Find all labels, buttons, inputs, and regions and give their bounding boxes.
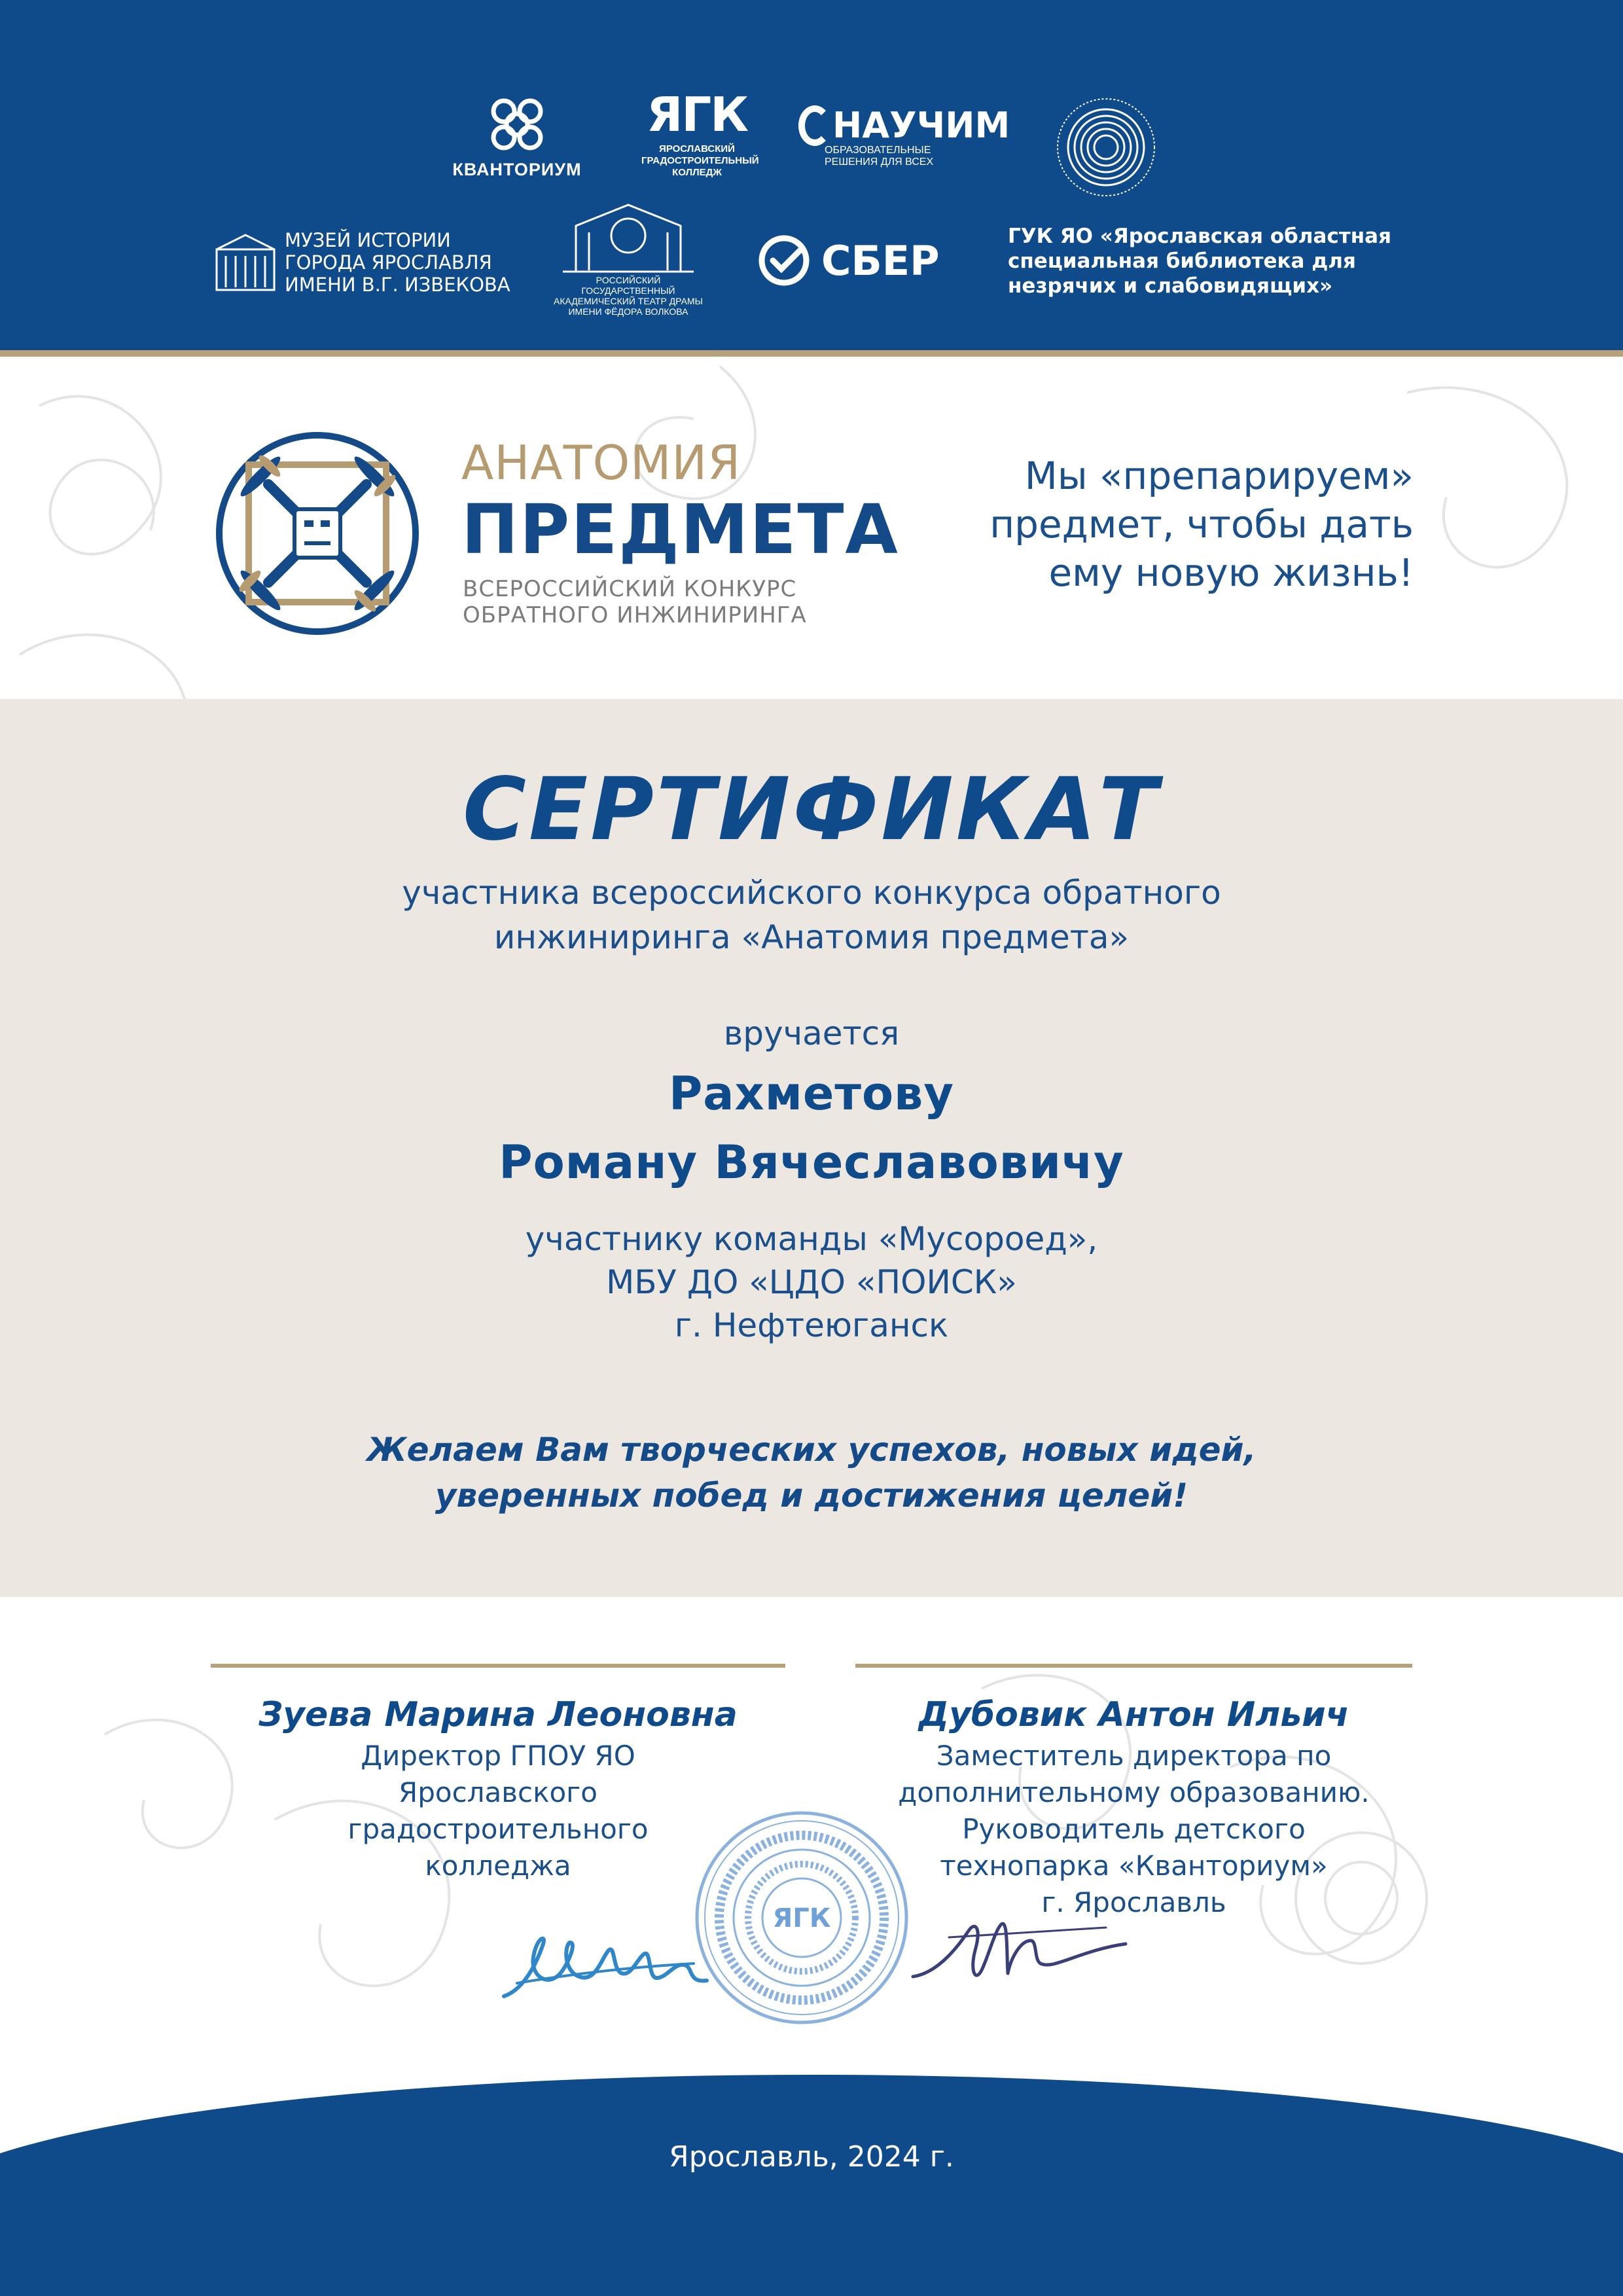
signer-right-position-line-3: Руководитель детского	[962, 1813, 1306, 1845]
signer-left-position-line-1: Директор ГПОУ ЯО	[361, 1740, 635, 1772]
signer-left-position-line-3: градостроительного	[348, 1813, 649, 1845]
contest-subtitle	[463, 576, 807, 628]
sber-wordmark: СБЕР	[821, 236, 940, 285]
ygk-caption: ЯРОСЛАВСКИЙ ГРАДОСТРОИТЕЛЬНЫЙ КОЛЛЕДЖ	[641, 143, 759, 178]
museum-line-3: ИМЕНИ В.Г. ИЗВЕКОВА	[285, 274, 510, 296]
signer-left-position-line-2: Ярославского	[399, 1776, 597, 1808]
museum-logo	[213, 229, 520, 296]
signature-right-scribble	[910, 1911, 1132, 2003]
signer-left-name: Зуева Марина Леоновна	[259, 1695, 738, 1734]
certificate-title: СЕРТИФИКАТ	[463, 759, 1160, 860]
theatre-building-icon	[550, 200, 707, 275]
ygk-mark: ЯГК	[646, 87, 748, 142]
contest-subtitle-line-2: ОБРАТНОГО ИНЖИНИРИНГА	[463, 602, 807, 628]
certificate-subtitle-line-1: участника всероссийского конкурса обратного	[402, 874, 1221, 912]
kvantorium-caption: КВАНТОРИУМ	[452, 160, 582, 179]
recipient-surname: Рахметову	[669, 1067, 954, 1121]
library-line-1: ГУК ЯО «Ярославская областная	[1008, 224, 1391, 248]
theatre-line-3: ИМЕНИ ФЁДОРА ВОЛКОВА	[568, 306, 688, 317]
signer-right-position-line-2: дополнительному образованию.	[898, 1776, 1370, 1808]
recipient-given-names: Роману Вячеславовичу	[499, 1136, 1124, 1189]
kvantorium-icon	[432, 92, 602, 157]
museum-building-icon	[213, 230, 278, 295]
signer-right-position	[855, 1738, 1412, 1921]
official-seal-stamp	[690, 1806, 913, 2029]
signer-right-position-line-4: технопарка «Кванториум»	[940, 1850, 1328, 1882]
seal-center-mark: ЯГК	[772, 1903, 831, 1933]
kvantorium-logo	[432, 92, 602, 180]
contest-title-line-2: ПРЕДМЕТА	[461, 490, 899, 569]
nauchim-caption: ОБРАЗОВАТЕЛЬНЫЕ РЕШЕНИЯ ДЛЯ ВСЕХ	[825, 145, 934, 168]
affiliation-line-2: МБУ ДО «ЦДО «ПОИСК»	[606, 1263, 1017, 1301]
museum-line-1: МУЗЕЙ ИСТОРИИ	[285, 229, 451, 251]
affiliation-line-1: участнику команды «Мусороед»,	[525, 1220, 1098, 1258]
library-logo	[1008, 224, 1427, 298]
sber-logo	[756, 232, 965, 289]
signer-left-position-line-4: колледжа	[425, 1850, 571, 1882]
footer-city-year: Ярославль, 2024 г.	[669, 2140, 954, 2174]
wishes-line-2: уверенных побед и достижения целей!	[435, 1477, 1188, 1515]
signer-right-position-line-1: Заместитель директора по	[936, 1740, 1332, 1772]
museum-line-2: ГОРОДА ЯРОСЛАВЛЯ	[285, 251, 492, 274]
signature-line-left	[211, 1664, 785, 1668]
contest-subtitle-line-1: ВСЕРОССИЙСКИЙ КОНКУРС	[463, 576, 797, 602]
theatre-logo	[550, 200, 707, 317]
slogan-line-3: ему новую жизнь!	[1048, 550, 1414, 595]
footer-band	[0, 2075, 1623, 2296]
nauchim-wordmark: НАУЧИМ	[832, 105, 1010, 146]
certificate-subtitle	[0, 870, 1623, 960]
awarded-label: вручается	[723, 1014, 900, 1052]
theatre-line-1: РОССИЙСКИЙ ГОСУДАРСТВЕННЫЙ	[581, 275, 675, 296]
signer-right-name: Дубовик Антон Ильич	[918, 1695, 1349, 1734]
sber-check-icon	[756, 232, 812, 289]
nauchim-c-icon	[798, 105, 831, 146]
affiliation-line-3: г. Нефтеюганск	[674, 1306, 949, 1344]
signature-line-right	[855, 1664, 1412, 1668]
slogan-line-1: Мы «препарируем»	[1024, 454, 1414, 498]
round-emblem-logo	[1054, 95, 1158, 200]
certificate-subtitle-line-2: инжиниринга «Анатомия предмета»	[493, 918, 1130, 956]
signature-left-scribble	[497, 1918, 713, 2009]
spiral-emblem-icon	[1054, 95, 1158, 200]
library-line-2: специальная библиотека для	[1008, 249, 1356, 273]
recipient-affiliation	[0, 1217, 1623, 1347]
slogan-line-2: предмет, чтобы дать	[990, 502, 1414, 547]
ygk-logo	[632, 88, 762, 179]
library-line-3: незрячих и слабовидящих»	[1008, 274, 1333, 298]
nauchim-logo	[798, 105, 1014, 168]
wishes-text	[0, 1427, 1623, 1518]
contest-title-line-1: АНАТОМИЯ	[461, 435, 741, 490]
header-gold-stripe	[0, 350, 1623, 357]
wishes-line-1: Желаем Вам творческих успехов, новых идей,	[366, 1431, 1257, 1469]
drone-emblem-icon	[209, 425, 425, 641]
theatre-line-2: АКАДЕМИЧЕСКИЙ ТЕАТР ДРАМЫ	[554, 296, 703, 306]
slogan	[990, 452, 1414, 597]
signer-right-position-line-5: г. Ярославль	[1041, 1886, 1226, 1918]
